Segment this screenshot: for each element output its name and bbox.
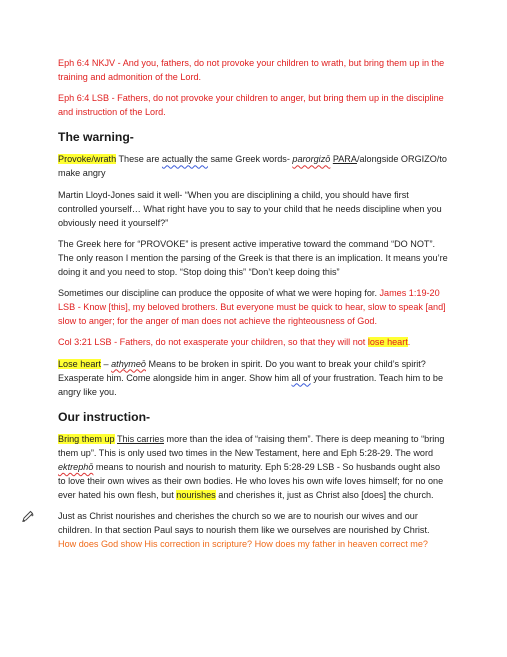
text: . — [407, 337, 411, 348]
greek-word-athumeo: athymeō — [111, 358, 146, 369]
verse-col: Col 3:21 LSB - Fathers, do not exasperate your children, so that they will not — [58, 337, 368, 348]
heading-instruction: Our instruction- — [58, 409, 151, 424]
highlight-bring-them-up: Bring them up — [58, 433, 115, 444]
heading-warning: The warning- — [58, 130, 134, 145]
verse-james: James 1:19-20 LSB - Know [this], my beloved brothers. But everyone must be quick to hear, slow to speak [and] slow to anger; for the anger of man does not achieve the righteousness of God. — [58, 288, 446, 327]
greek-word-parorgizo: parorgizō — [292, 154, 331, 165]
text: more than the idea of “raising them”. There is deep meaning to “bring them up”. This is only used two times in the New Testament, here and Eph 5:28-29. The word — [58, 433, 445, 458]
paragraph-provoke — [58, 152, 450, 180]
highlight-lose-heart: lose heart — [367, 337, 408, 348]
edit-pen-icon[interactable] — [21, 509, 35, 523]
paragraph-greek-parsing: The Greek here for “PROVOKE” is present active imperative toward the command “DO NOT”. The only reason I mention the parsing of the Greek is that there is an implication. It means you’re doing it and you need to stop. “Stop doing this” “Don’t keep doing this” — [58, 238, 448, 278]
text: your frustration. Teach him to be angry like you. — [58, 372, 444, 397]
text: Means to be broken in spirit. Do you want to break your child’s spirit? Exasperate him. Come alongside him in anger. Show him — [58, 358, 426, 383]
text: Just as Christ nourishes and cherishes the church so we are to nourish our wives and our children. In that section Paul says to nourish them like we ourselves are nourished by Christ. — [58, 511, 430, 536]
highlight-lose-heart-def: Lose heart — [58, 358, 101, 369]
text: – — [100, 358, 112, 369]
paragraph-lose-heart — [58, 357, 450, 399]
text: and cherishes it, just as Christ also [does] the church. — [215, 490, 434, 501]
grammar-flag-all-of: all of — [291, 372, 311, 383]
paragraph-james — [58, 286, 450, 328]
highlight-nourishes: nourishes — [176, 490, 216, 501]
word-para: PARA — [332, 154, 357, 165]
text: means to nourish and nourish to maturity. Eph 5:28-29 LSB - So husbands ought also to love their own wives as their own bodies. He who loves his own wife loves himself; for no one ever hated his own flesh, but — [58, 461, 444, 501]
highlight-provoke: Provoke/wrath — [58, 154, 117, 165]
underlined-this-carries: This carries — [117, 433, 164, 444]
paragraph-bring-them-up — [58, 432, 450, 502]
verse-nkjv: Eph 6:4 NKJV - And you, fathers, do not provoke your children to wrath, but bring them up in the training and admonition of the Lord. — [58, 58, 445, 83]
paragraph-nourish — [58, 509, 450, 551]
grammar-flag: actually the — [161, 154, 208, 165]
text: These are — [116, 154, 162, 165]
verse-lsb: Eph 6:4 LSB - Fathers, do not provoke your children to anger, but bring them up in the discipline and instruction of the Lord. — [58, 93, 444, 118]
document-body — [58, 56, 450, 559]
question-orange: How does God show His correction in scripture? How does my father in heaven correct me? — [58, 539, 428, 550]
greek-word-ektrepho: ektrephō — [58, 461, 94, 472]
paragraph-lloyd-jones: Martin Lloyd-Jones said it well- “When you are disciplining a child, you should have first controlled yourself… What right have you to say to your child that he needs discipline when you obviously need it yourself?” — [58, 189, 442, 228]
text: Sometimes our discipline can produce the opposite of what we were hoping for. — [58, 288, 380, 299]
text: /alongside ORGIZO/to make angry — [58, 154, 447, 179]
paragraph-colossians — [58, 335, 450, 349]
text: same Greek words- — [207, 154, 293, 165]
